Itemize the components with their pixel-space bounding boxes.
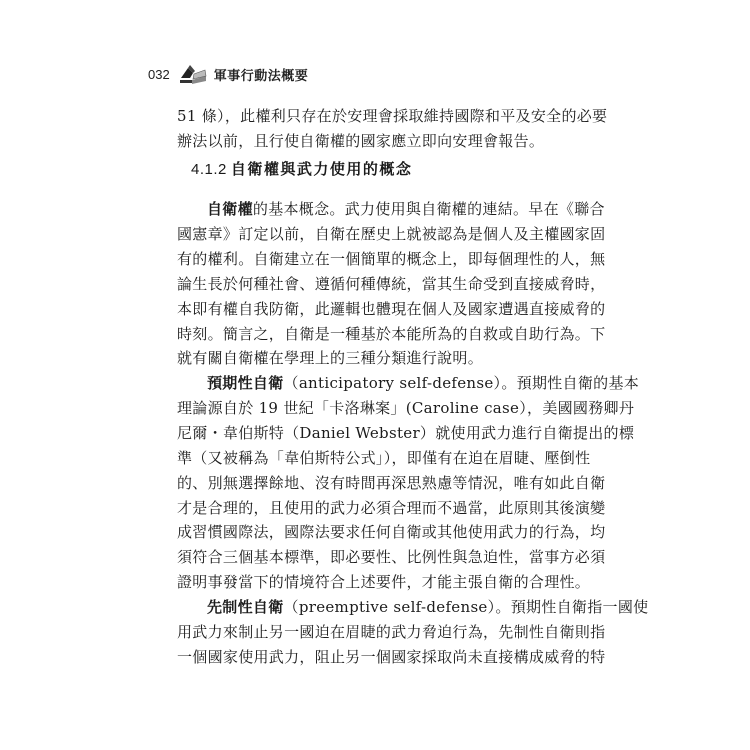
text-line-rest: 的基本概念。武力使用與自衛權的連結。早在《聯合 (252, 200, 605, 218)
section-heading (191, 158, 412, 179)
section-number: 4.1.2 (191, 161, 227, 178)
section-title: 自衛權與武力使用的概念 (230, 160, 413, 178)
text-line: 本即有權自我防衛，此邏輯也體現在個人及國家遭遇直接威脅的 (177, 299, 606, 318)
text-line (177, 371, 640, 396)
intro-paragraph (177, 104, 608, 154)
text-line: 理論源自於 19 世紀「卡洛琳案」(Caroline case），美國國務卿丹 (177, 398, 635, 417)
text-line: 準（又被稱為「韋伯斯特公式」），即僅有在迫在眉睫、壓倒性 (177, 448, 591, 467)
book-title: 軍事行動法概要 (213, 68, 309, 84)
text-line: 須符合三個基本標準，即必要性、比例性與急迫性，當事方必須 (177, 548, 606, 567)
paragraph-preemptive (177, 595, 649, 670)
text-line: 一個國家使用武力，阻止另一個國家採取尚未直接構成威脅的特 (177, 647, 606, 666)
text-line-rest: （anticipatory self-defense）。預期性自衛的基本 (283, 374, 640, 392)
text-line (177, 595, 649, 620)
paragraph-anticipatory (177, 371, 640, 595)
running-header (148, 58, 308, 90)
text-line: 時刻。簡言之，自衛是一種基於本能所為的自救或自助行為。下 (177, 324, 606, 343)
text-line: 尼爾・韋伯斯特（Daniel Webster）就使用武力進行自衛提出的標 (177, 423, 635, 442)
text-line: 論生長於何種社會、遵循何種傳統，當其生命受到直接威脅時， (177, 274, 606, 293)
text-line: 51 條），此權利只存在於安理會採取維持國際和平及安全的必要 (177, 107, 608, 125)
paragraph-self-defense (177, 197, 606, 371)
paragraph-term: 先制性自衛 (207, 598, 284, 616)
text-line: 的、別無選擇餘地、沒有時間再深思熟慮等情況，唯有如此自衛 (177, 473, 606, 492)
text-line: 辦法以前，且行使自衛權的國家應立即向安理會報告。 (177, 131, 545, 150)
text-line-rest: （preemptive self-defense）。預期性自衛指一國使 (283, 598, 649, 616)
text-line: 成習慣國際法，國際法要求任何自衛或其他使用武力的行為，均 (177, 523, 606, 542)
text-line (177, 197, 605, 222)
text-line: 才是合理的，且使用的武力必須合理而不過當，此原則其後演變 (177, 498, 606, 517)
paragraph-term: 預期性自衛 (207, 374, 284, 392)
text-line: 用武力來制止另一國迫在眉睫的武力脅迫行為，先制性自衛則指 (177, 622, 606, 641)
text-line: 就有關自衛權在學理上的三種分類進行說明。 (177, 349, 484, 368)
text-line: 有的權利。自衛建立在一個簡單的概念上，即每個理性的人，無 (177, 249, 606, 268)
page-number: 032 (148, 66, 170, 82)
paragraph-term: 自衛權 (207, 200, 253, 218)
book-logo-icon (178, 62, 208, 86)
text-line: 證明事發當下的情境符合上述要件，才能主張自衛的合理性。 (177, 573, 591, 592)
text-line: 國憲章》訂定以前，自衛在歷史上就被認為是個人及主權國家固 (177, 224, 606, 243)
